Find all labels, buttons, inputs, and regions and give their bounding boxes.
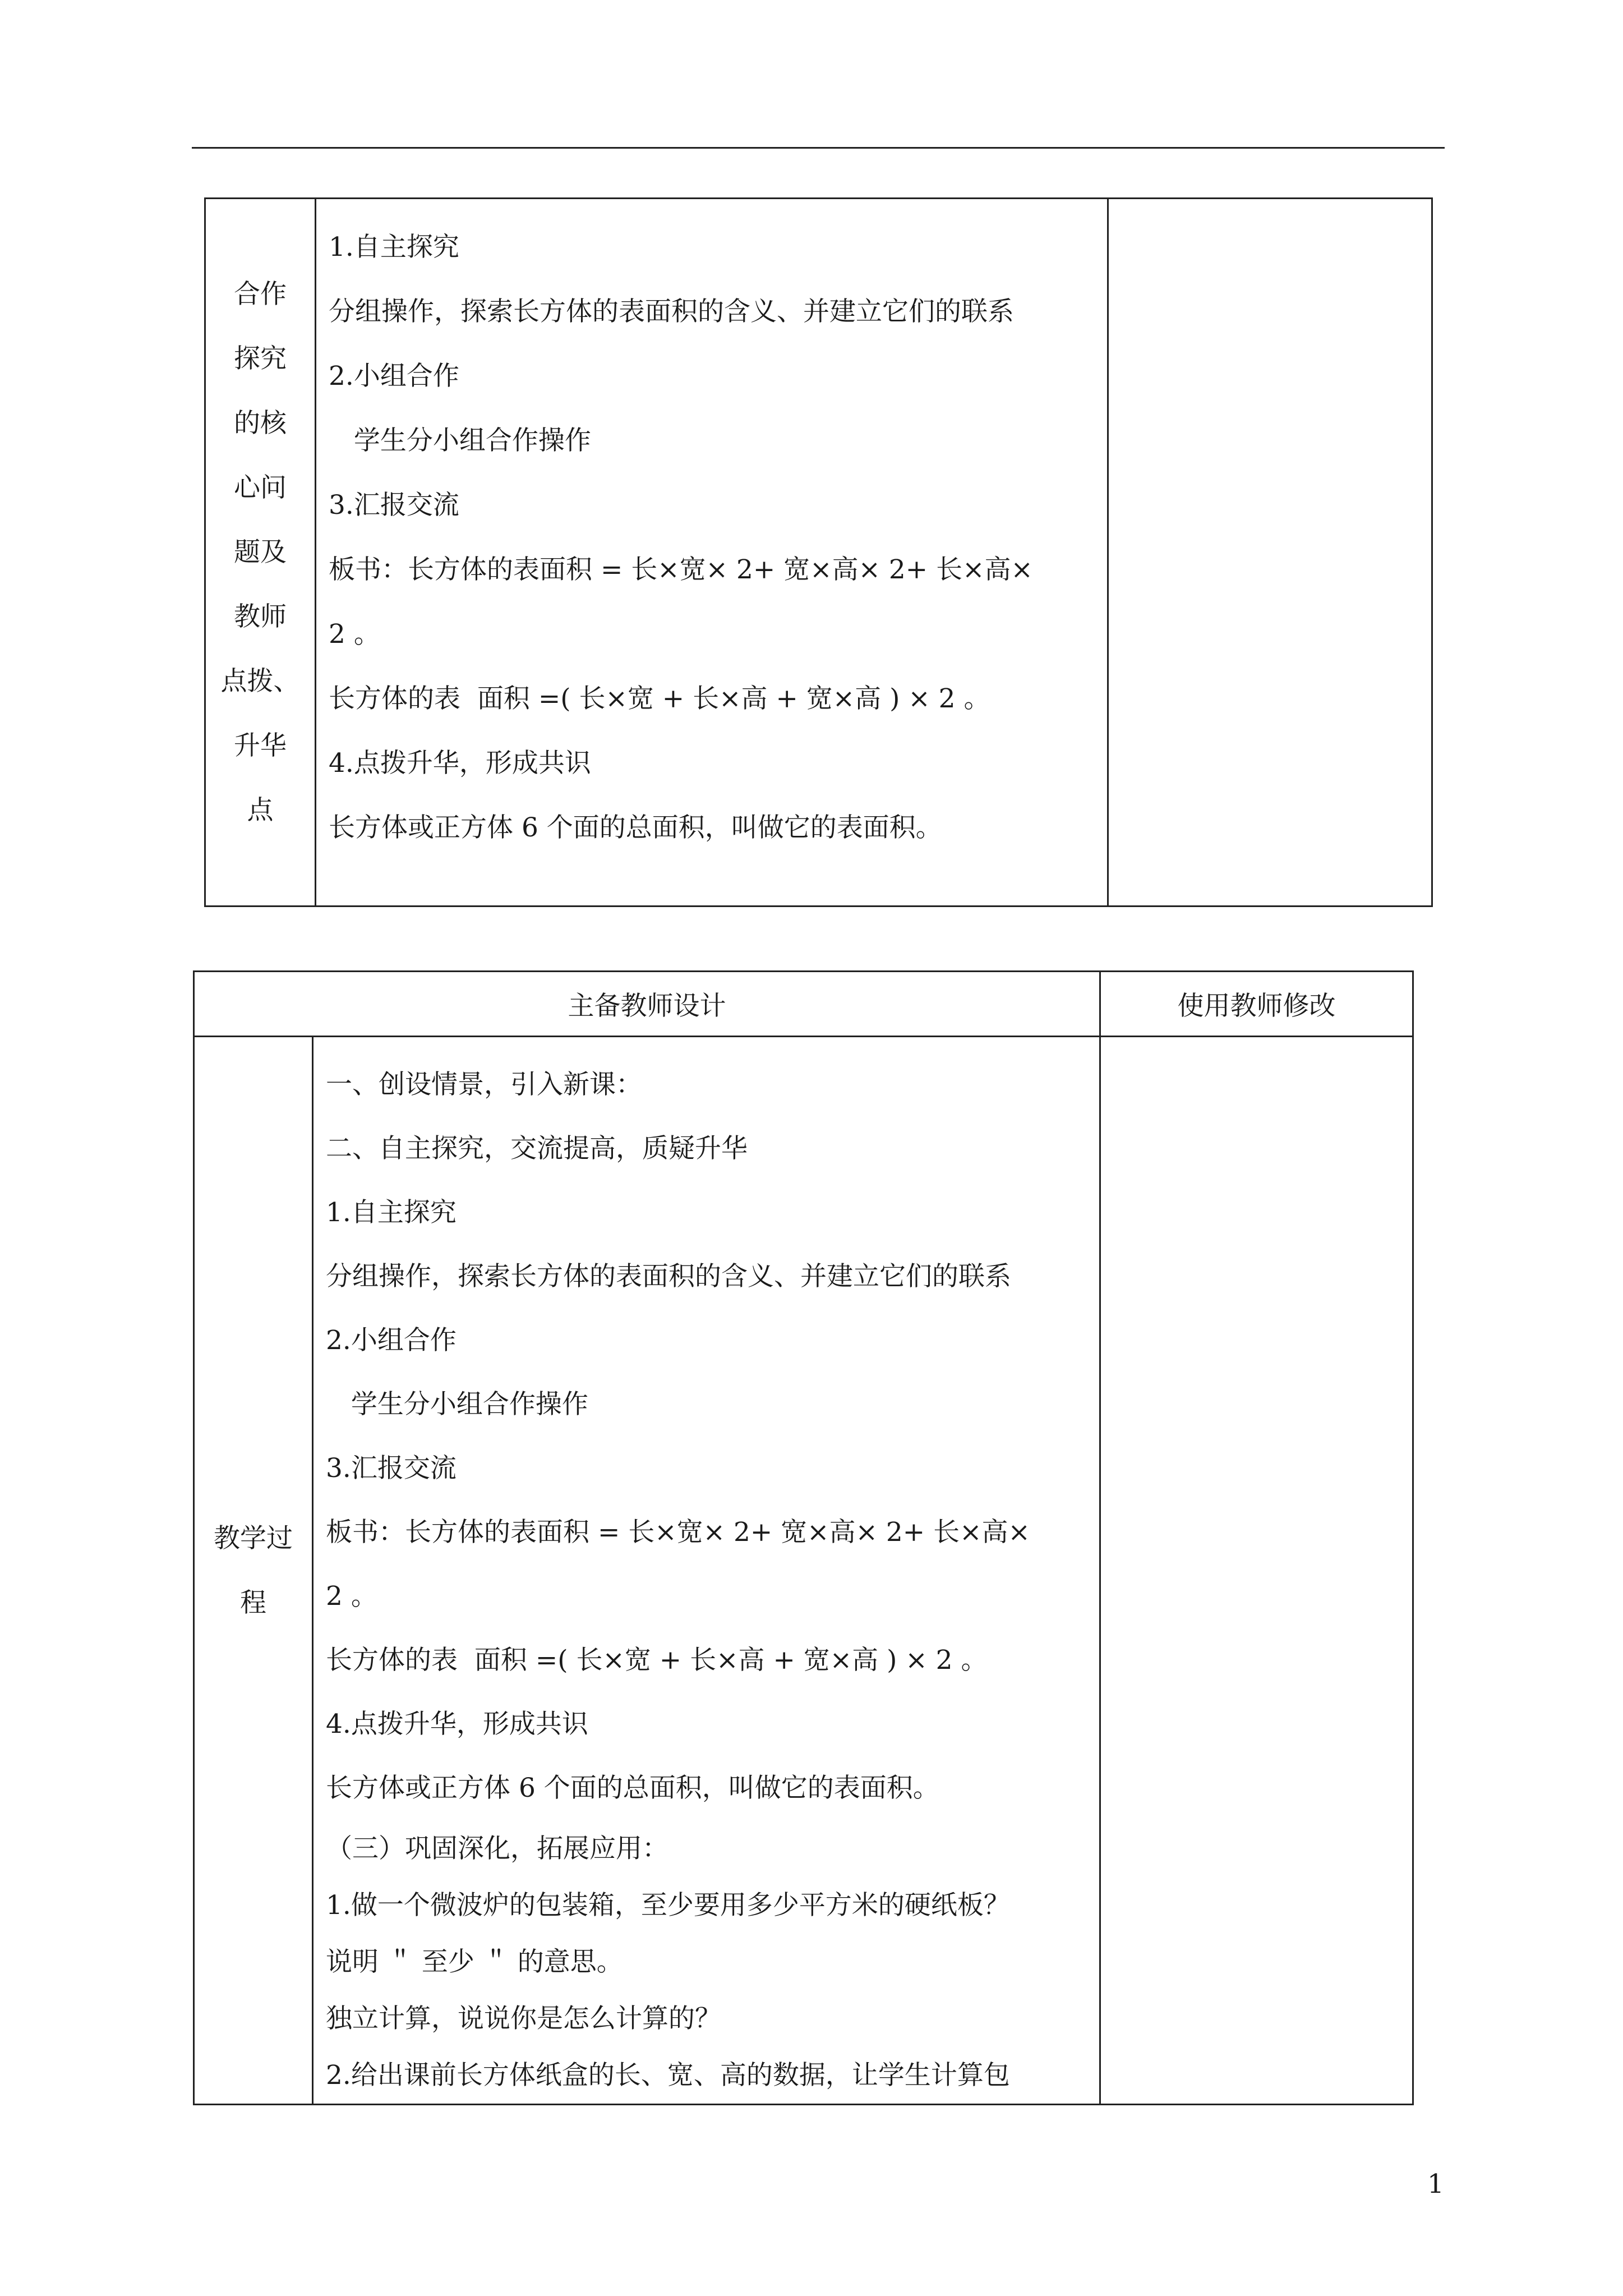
label-line: 升华 [234, 730, 287, 761]
content-line: 分组操作，探索长方体的表面积的含义、并建立它们的联系 [326, 1261, 1011, 1292]
header-rule [192, 147, 1445, 149]
table2-content-cell [313, 1037, 1100, 2105]
label-line: 合作 [234, 279, 287, 310]
content-line: 3.汇报交流 [326, 1453, 457, 1484]
lesson-table-2 [193, 970, 1414, 2105]
content-line: 2.给出课前长方体纸盒的长、宽、高的数据，让学生计算包 [326, 2060, 1010, 2091]
table1-content-cell [316, 199, 1108, 907]
label-line: 探究 [234, 343, 287, 374]
content-line: 1.自主探究 [329, 232, 459, 263]
label-line: 点拨、 [220, 666, 300, 697]
content-line: 4.点拨升华，形成共识 [329, 748, 591, 779]
table2-label-cell [194, 1037, 313, 2105]
content-line: 1.做一个微波炉的包装箱，至少要用多少平方米的硬纸板？ [326, 1890, 1010, 1921]
lesson-table-1 [204, 197, 1433, 907]
table2-revision-cell [1100, 1037, 1413, 2105]
header-main-design: 主备教师设计 [194, 972, 1100, 1037]
label-line: 程 [240, 1587, 266, 1618]
label-line: 教学过 [214, 1522, 293, 1554]
content-line: （三）巩固深化，拓展应用： [326, 1833, 668, 1864]
content-line: 4.点拨升华，形成共识 [326, 1709, 588, 1740]
content-line: 长方体的表 面积 =( 长×宽 + 长×高 + 宽×高 ) × 2 。 [329, 683, 990, 714]
content-line: 学生分小组合作操作 [326, 1389, 588, 1420]
table1-label-cell [205, 199, 316, 907]
label-line: 教师 [234, 601, 287, 632]
content-line: 2.小组合作 [326, 1325, 457, 1356]
content-line: 长方体或正方体 6 个面的总面积，叫做它的表面积。 [329, 812, 942, 843]
content-line: 长方体的表 面积 =( 长×宽 + 长×高 + 宽×高 ) × 2 。 [326, 1645, 988, 1676]
content-line: 板书：长方体的表面积 = 长×宽× 2+ 宽×高× 2+ 长×高× [326, 1517, 1030, 1548]
content-line: 2 。 [326, 1581, 377, 1612]
content-line: 二、自主探究，交流提高，质疑升华 [326, 1133, 748, 1164]
content-line: 2 。 [329, 619, 380, 650]
content-line: 长方体或正方体 6 个面的总面积，叫做它的表面积。 [326, 1773, 939, 1803]
header-teacher-revision: 使用教师修改 [1100, 972, 1413, 1037]
content-line: 分组操作，探索长方体的表面积的含义、并建立它们的联系 [329, 296, 1014, 327]
content-line: 独立计算，说说你是怎么计算的？ [326, 2003, 721, 2034]
content-line: 一、创设情景，引入新课： [326, 1069, 642, 1100]
page-number: 1 [1427, 2169, 1444, 2200]
label-line: 心问 [234, 472, 287, 503]
content-line: 2.小组合作 [329, 361, 459, 392]
label-line: 题及 [234, 537, 287, 568]
content-line: 3.汇报交流 [329, 490, 459, 521]
content-line: 板书：长方体的表面积 = 长×宽× 2+ 宽×高× 2+ 长×高× [329, 554, 1033, 585]
table1-revision-cell [1108, 199, 1432, 907]
content-line: 学生分小组合作操作 [329, 425, 591, 456]
content-line: 说明 ＂ 至少 ＂ 的意思。 [326, 1947, 623, 1977]
label-line: 点 [247, 795, 274, 826]
content-line: 1.自主探究 [326, 1197, 457, 1228]
label-line: 的核 [234, 408, 287, 439]
